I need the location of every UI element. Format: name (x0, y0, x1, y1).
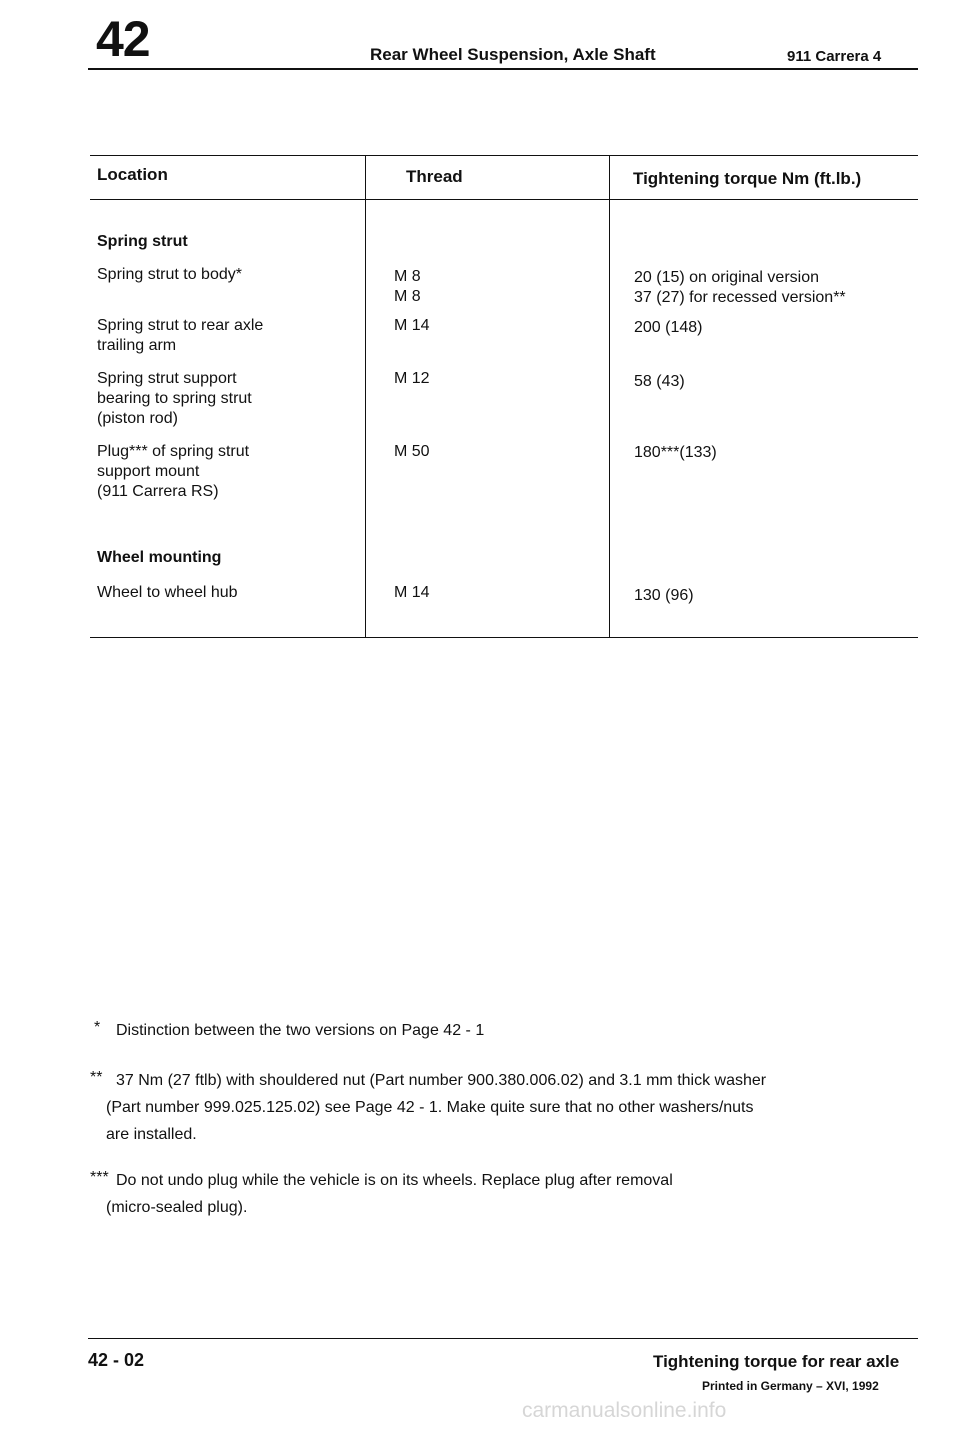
model-name: 911 Carrera 4 (787, 48, 882, 65)
torque-cell (634, 586, 694, 606)
footnote-text: 37 Nm (27 ftlb) with shouldered nut (Part number 900.380.006.02) and 3.1 mm thick washer (116, 1072, 767, 1089)
page-number: 42 - 02 (88, 1350, 145, 1370)
table-row (97, 583, 238, 603)
location-cell: Spring strut support (97, 370, 237, 387)
table-bottom-rule (90, 637, 918, 638)
torque-value: 130 (96) (634, 587, 694, 604)
table-row (97, 369, 252, 429)
location-cell: Spring strut to body* (97, 266, 242, 283)
thread-value: M 14 (394, 317, 430, 334)
chapter-number: 42 (96, 11, 150, 67)
thread-cell (394, 583, 430, 603)
thread-value: M 50 (394, 443, 430, 460)
footnote-mark: * (94, 1019, 101, 1036)
thread-cell (394, 316, 430, 336)
torque-cell (634, 372, 685, 392)
location-cell: Wheel to wheel hub (97, 584, 238, 601)
column-header-torque: Tightening torque Nm (ft.lb.) (633, 169, 862, 188)
watermark: carmanualsonline.info (522, 1399, 727, 1422)
torque-value: 180***(133) (634, 444, 717, 461)
torque-value: 200 (148) (634, 319, 703, 336)
column-divider-1 (365, 155, 366, 637)
footnote-mark: *** (90, 1169, 109, 1186)
section-title-wheel-mounting: Wheel mounting (97, 549, 222, 566)
footnote-text: (micro-sealed plug). (106, 1199, 248, 1216)
location-cell: Spring strut to rear axle (97, 317, 264, 334)
page-title: Rear Wheel Suspension, Axle Shaft (370, 45, 656, 64)
column-header-thread: Thread (406, 167, 463, 186)
location-cell: trailing arm (97, 337, 177, 354)
footnote-mark: ** (90, 1069, 103, 1086)
footnote-text: Do not undo plug while the vehicle is on its wheels. Replace plug after removal (116, 1172, 673, 1189)
thread-cell (394, 267, 421, 307)
location-cell: bearing to spring strut (97, 390, 252, 407)
thread-value: M 12 (394, 370, 430, 387)
torque-value: 58 (43) (634, 373, 685, 390)
footer-rule (88, 1338, 918, 1339)
footnote-text: (Part number 999.025.125.02) see Page 42 - 1. Make quite sure that no other washers/nuts (106, 1099, 754, 1116)
thread-value: M 8 (394, 268, 421, 285)
location-cell: (911 Carrera RS) (97, 483, 219, 500)
table-row (97, 265, 242, 285)
thread-cell (394, 369, 430, 389)
section-title-spring-strut: Spring strut (97, 233, 188, 250)
footnote-text: Distinction between the two versions on Page 42 - 1 (116, 1022, 485, 1039)
torque-cell (634, 268, 846, 308)
torque-cell (634, 318, 703, 338)
torque-cell (634, 443, 717, 463)
location-cell: Plug*** of spring strut (97, 443, 250, 460)
table-header-rule (90, 199, 918, 200)
thread-value: M 14 (394, 584, 430, 601)
thread-cell (394, 442, 430, 462)
table-row (97, 442, 249, 502)
print-info: Printed in Germany – XVI, 1992 (702, 1379, 879, 1393)
thread-value: M 8 (394, 288, 421, 305)
torque-value: 37 (27) for recessed version** (634, 289, 846, 306)
footer-title: Tightening torque for rear axle (653, 1352, 900, 1371)
location-cell: (piston rod) (97, 410, 178, 427)
column-divider-2 (609, 155, 610, 637)
footnote-text: are installed. (106, 1126, 197, 1143)
table-top-rule (90, 155, 918, 156)
location-cell: support mount (97, 463, 200, 480)
table-row (97, 316, 263, 356)
header-rule (88, 68, 918, 70)
torque-value: 20 (15) on original version (634, 269, 819, 286)
column-header-location: Location (97, 165, 168, 184)
